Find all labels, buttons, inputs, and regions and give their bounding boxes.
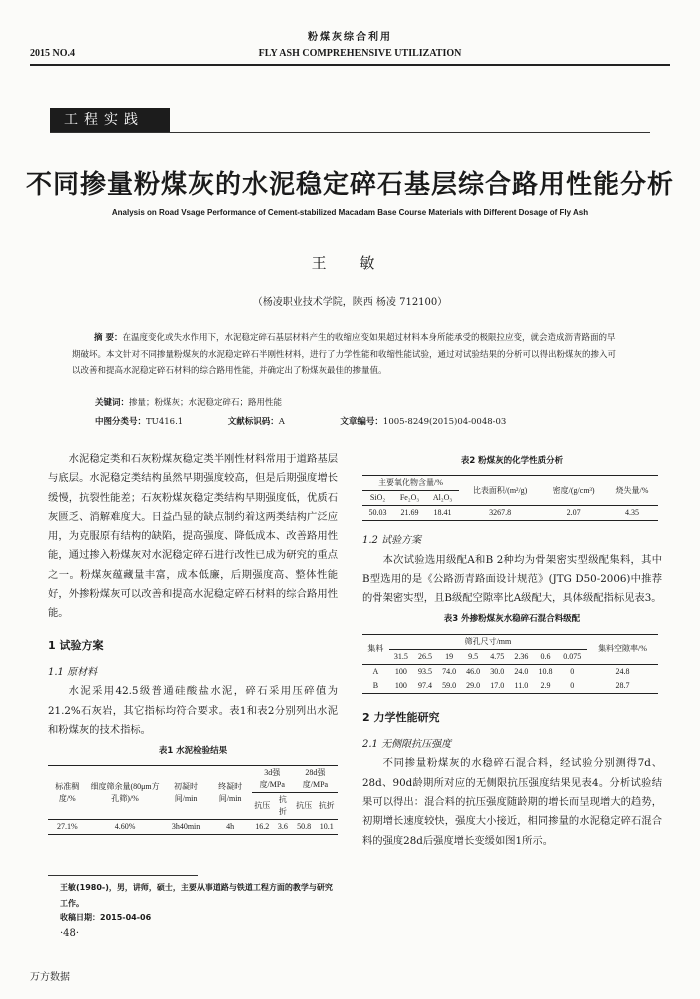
- keywords-text: 掺量；粉煤灰；水泥稳定碎石；路用性能: [129, 398, 283, 408]
- table1-cell: 4.60%: [114, 822, 136, 832]
- table1-header-3d: 3d强度/MPa: [252, 766, 293, 793]
- table3-cell: 46.0: [466, 666, 481, 676]
- author-bio: 王敏(1980-)，男，讲师，硕士，主要从事道路与铁道工程方面的教学与研究工作。: [60, 883, 333, 908]
- table1-cell: 3.6: [277, 822, 288, 832]
- watermark: 万方数据: [30, 972, 70, 983]
- table3-caption: 表3 外掺粉煤灰水稳碎石混合料级配: [443, 614, 581, 625]
- table3-cell: 74.0: [442, 666, 457, 676]
- table2-header-al2o3: Al₂O₃: [432, 493, 453, 503]
- classification: [95, 415, 615, 427]
- table3-row-a: [362, 664, 658, 679]
- table3-cell: 59.0: [442, 680, 457, 690]
- header-rule: [30, 64, 670, 66]
- table3-size: 4.75: [490, 651, 505, 661]
- clc-label: 中图分类号：: [95, 417, 147, 427]
- table3-cell: 0: [570, 680, 575, 690]
- table3-cell: 97.4: [417, 680, 432, 690]
- article-title-en: Analysis on Road Vsage Performance of Cement-stabilized Macadam Base Course Materials with Different Dosage of Fly Ash: [111, 208, 589, 217]
- section-2-1-heading: 2.1 无侧限抗压强度: [362, 739, 452, 751]
- table3-cell: 93.5: [417, 666, 432, 676]
- table2-header-fe2o3: Fe₂O₃: [399, 493, 420, 503]
- doc-value: A: [278, 417, 285, 427]
- section-1-1-heading: 1.1 原材料: [48, 666, 98, 678]
- table1-header-comp: 抗压: [254, 801, 271, 811]
- table1-header-28d: 28d强度/MPa: [293, 766, 338, 793]
- section-2-1-text: 不同掺量粉煤灰的水稳碎石混合料，经试验分别测得7d、28d、90d龄期所对应的无侧限抗压强度结果见表4。分析试验结果可以得出：混合料的抗压强度随龄期的增长而呈现增大的趋势，初期增长速度较快，强度大小接近，相同掺量的水泥稳定碎石混合料的强度28d后强度增长变缓如图1所示。: [362, 757, 662, 847]
- table1: [48, 765, 338, 835]
- keywords-label: 关键词：: [95, 398, 130, 408]
- table3-header-agg: 集料: [362, 634, 389, 664]
- table3-cell: 0: [570, 666, 575, 676]
- issue-number: 2015 NO.4: [30, 48, 75, 59]
- table3-cell: 10.8: [538, 666, 553, 676]
- table3-header-sieve: 筛孔尺寸/mm: [389, 634, 587, 649]
- affiliation: （杨凌职业技术学院，陕西 杨凌 712100）: [252, 297, 448, 308]
- table3-cell: 100: [394, 680, 407, 690]
- page-number: ·48·: [60, 928, 80, 939]
- table2: [362, 475, 658, 521]
- table2-cell: 18.41: [433, 508, 452, 518]
- table3-size: 26.5: [417, 651, 432, 661]
- received-date: 收稿日期：2015-04-06: [60, 913, 152, 922]
- keywords: [95, 396, 282, 408]
- table3-row-b: [362, 679, 658, 694]
- abstract: [72, 330, 620, 380]
- table3-size: 0.075: [563, 651, 582, 661]
- art-label: 文章编号：: [340, 417, 383, 427]
- table1-cell: 4h: [226, 822, 235, 832]
- table1-header-comp: 抗压: [296, 801, 313, 811]
- table3-cell: 24.8: [615, 666, 630, 676]
- left-column: [48, 450, 338, 835]
- section-1-2-text: 本次试验选用级配A和B 2种均为骨架密实型级配集料，其中B型选用的是《公路沥青路面设计规范》(JTG D50-2006)中推荐的骨架密实型，且B级配空隙率比A级配大，具体级配指标见表3。: [362, 553, 662, 605]
- table3-cell: 2.9: [540, 680, 551, 690]
- table3-size: 0.6: [540, 651, 551, 661]
- table2-header-sio2: SiO₂: [369, 493, 386, 503]
- table1-header-fine: 细度筛余量(80μm方孔筛)/%: [87, 766, 164, 820]
- table1-cell: 10.1: [319, 822, 334, 832]
- section-2-heading: 2 力学性能研究: [362, 710, 440, 724]
- art-value: 1005-8249(2015)04-0048-03: [382, 417, 507, 427]
- table2-cell: 21.69: [400, 508, 419, 518]
- table3-cell: A: [372, 666, 379, 676]
- abstract-text: 在温度变化或失水作用下，水泥稳定碎石基层材料产生的收缩应变如果超过材料本身所能承受的极限拉应变，就会造成沥青路面的早期破坏。本文针对不同掺量粉煤灰的水泥稳定碎石半刚性材料，进行了力学性能和收缩性能试验，通过对试验结果的分析可以得出粉煤灰的掺入可以改善和提高水泥稳定碎石材料的综合路用性能，并确定出了粉煤灰最佳的掺量值。: [72, 333, 617, 376]
- table1-cell: 3h40min: [171, 822, 201, 832]
- table1-header-flex: 抗折: [318, 801, 335, 811]
- table2-cell: 2.07: [566, 508, 581, 518]
- article-title: 不同掺量粉煤灰的水泥稳定碎石基层综合路用性能分析: [25, 170, 674, 200]
- table1-cell: 16.2: [255, 822, 270, 832]
- section-1-2-heading: 1.2 试验方案: [362, 535, 422, 547]
- table3-cell: 30.0: [490, 666, 505, 676]
- table1-header-std: 标准稠度/%: [48, 766, 87, 820]
- table3-cell: 17.0: [490, 680, 505, 690]
- table3-size: 2.36: [514, 651, 529, 661]
- abstract-label: 摘 要：: [94, 333, 123, 343]
- table1-cell: 50.8: [297, 822, 312, 832]
- table2-cell: 4.35: [625, 508, 639, 518]
- table2-header-loss: 烧失量/%: [606, 476, 658, 506]
- table1-header-init: 初凝时间/min: [164, 766, 209, 820]
- section-rule: [50, 132, 650, 133]
- table3-size: 9.5: [468, 651, 479, 661]
- journal-title-cn: 粉煤灰综合利用: [308, 32, 392, 43]
- table3-header-void: 集料空隙率/%: [587, 634, 658, 664]
- footnote-rule: [48, 875, 198, 876]
- table2-header-density: 密度/(g/cm³): [541, 476, 606, 506]
- section-tag: 工程实践: [50, 108, 170, 133]
- journal-title-en: FLY ASH COMPREHENSIVE UTILIZATION: [258, 48, 462, 59]
- table3-cell: 28.7: [615, 680, 630, 690]
- table3-cell: 24.0: [514, 666, 529, 676]
- table2-cell: 3267.8: [489, 508, 512, 518]
- table1-caption: 表1 水泥检验结果: [158, 746, 228, 757]
- table3-cell: 29.0: [466, 680, 481, 690]
- table1-header-final: 终凝时间/min: [209, 766, 252, 820]
- table2-caption: 表2 粉煤灰的化学性质分析: [460, 456, 564, 466]
- section-1-heading: 1 试验方案: [48, 638, 104, 652]
- intro-paragraph: 水泥稳定类和石灰粉煤灰稳定类半刚性材料常用于道路基层与底层。水泥稳定类结构虽然早期强度较高，但是后期强度增长缓慢，抗裂性能差；石灰粉煤灰稳定类结构早期强度低，优质石灰匮乏、消解难度大。日益凸显的缺点制约着这两类结构广泛应用，为克服原有结构的缺陷，提高强度、降低成本、改善路用性能，通过掺入粉煤灰对水泥稳定碎石进行改性已成为研究的重点之一。粉煤灰蕴藏量丰富，成本低廉，后期强度高、整体性能好，外掺粉煤灰可以改善和提高水泥稳定碎石材料的综合路用性能。: [48, 453, 338, 620]
- table2-cell: 50.03: [368, 508, 387, 518]
- table3-size: 31.5: [393, 651, 408, 661]
- table3-cell: 100: [394, 666, 407, 676]
- right-column: [362, 452, 662, 851]
- section-1-1-text: 水泥采用42.5级普通硅酸盐水泥，碎石采用压碎值为21.2%石灰岩，其它指标均符合要求。表1和表2分别列出水泥和粉煤灰的技术指标。: [48, 685, 338, 736]
- table3-cell: B: [372, 680, 379, 690]
- table3-size: 19: [445, 651, 454, 661]
- doc-label: 文献标识码：: [227, 417, 279, 427]
- clc-value: TU416.1: [146, 417, 184, 427]
- table1-header-flex: 抗折: [278, 795, 287, 817]
- table2-header-area: 比表面积/(m²/g): [459, 476, 541, 506]
- table3: [362, 634, 658, 694]
- table2-header-main: 主要氧化物含量/%: [362, 476, 459, 491]
- author: 王 敏: [311, 254, 389, 272]
- table3-cell: 11.0: [514, 680, 529, 690]
- table1-cell: 27.1%: [56, 822, 78, 832]
